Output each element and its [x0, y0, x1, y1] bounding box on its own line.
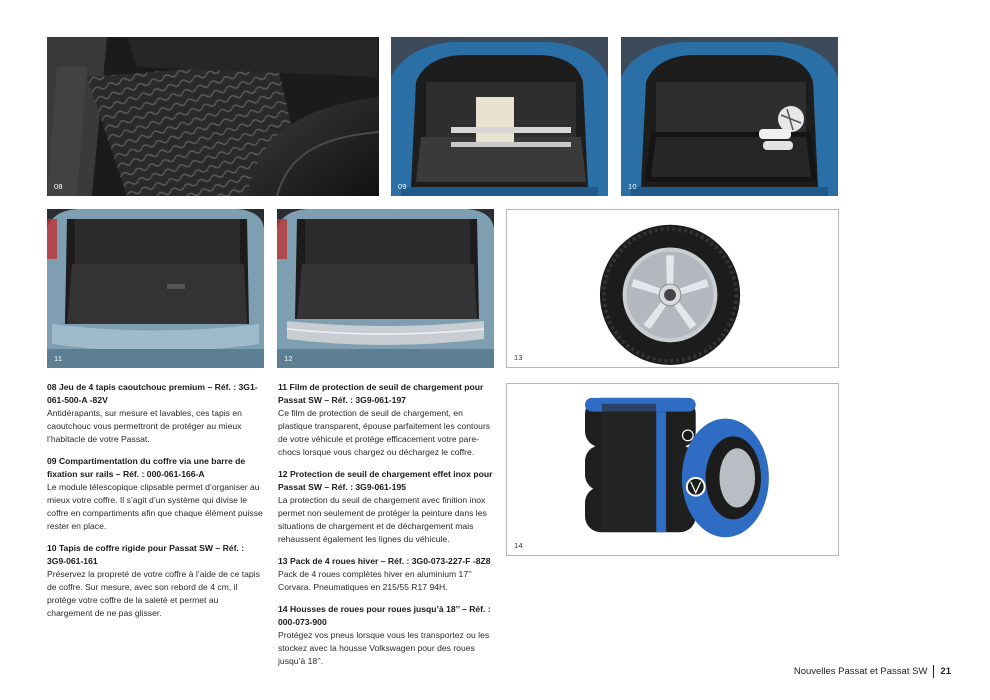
footer-separator: [933, 665, 934, 678]
item-text: Préservez la propreté de votre coffre à l’aide de ce tapis de coffre. Sur mesure, avec son rebord de 4 cm, il protège votre coffre de la saleté et permet au chargement de ne pas glisser.: [47, 569, 260, 618]
item-title: 12 Protection de seuil de chargement effet inox pour Passat SW – Réf. : 3G9-061-195: [278, 469, 493, 492]
item-title: 10 Tapis de coffre rigide pour Passat SW – Réf. : 3G9-061-161: [47, 543, 245, 566]
photo-11-sill-film: [47, 209, 264, 368]
photo-number-12: 12: [284, 354, 293, 363]
item-10: [47, 542, 265, 620]
item-text: Protégez vos pneus lorsque vous les transportez ou les stockez avec la housse Volkswagen pour des roues jusqu’à 18’’.: [278, 630, 490, 666]
photo-12-inox-sill: [277, 209, 494, 368]
item-14: [278, 603, 496, 668]
photo-number-14: 14: [514, 541, 523, 550]
item-08: [47, 381, 265, 446]
text-column-right: [278, 381, 496, 677]
photo-number-09: 09: [398, 182, 407, 191]
item-text: Pack de 4 roues complètes hiver en aluminium 17’’ Corvara. Pneumatiques en 215/55 R17 94H.: [278, 569, 472, 592]
item-title: 08 Jeu de 4 tapis caoutchouc premium – Réf. : 3G1-061-500-A -82V: [47, 382, 258, 405]
item-text: La protection du seuil de chargement avec finition inox permet non seulement de protéger la peinture dans les situations de chargement et de déchargement mais rehaussent également les lignes du véhicule.: [278, 495, 487, 544]
item-text: Le module télescopique clipsable permet d’organiser au mieux votre coffre. Il s’agit d’un système qui divise le coffre en compartiments afin que chaque élément puisse rester en place.: [47, 482, 263, 531]
photo-number-10: 10: [628, 182, 637, 191]
photo-09-trunk-divider: [391, 37, 608, 196]
item-text: Antidérapants, sur mesure et lavables, ces tapis en caoutchouc vous permettront de protéger au mieux l’habitacle de votre Passat.: [47, 408, 242, 444]
photo-number-11: 11: [54, 354, 63, 363]
item-09: [47, 455, 265, 533]
photo-number-13: 13: [514, 353, 523, 362]
text-column-left: [47, 381, 265, 629]
item-title: 13 Pack de 4 roues hiver – Réf. : 3G0-073-227-F -8Z8: [278, 556, 491, 566]
photo-number-08: 08: [54, 182, 63, 191]
item-text: Ce film de protection de seuil de chargement, en plastique transparent, épouse parfaitement les contours de votre véhicule et protège efficacement votre pare-chocs lorsque vous chargez ou déchargez le coffre.: [278, 408, 491, 457]
page-footer: [794, 665, 951, 678]
item-title: 09 Compartimentation du coffre via une barre de fixation sur rails – Réf. : 000-061-166-A: [47, 456, 246, 479]
photo-08-rubber-mats: [47, 37, 379, 196]
photo-14-wheel-covers: [506, 383, 839, 556]
photo-13-winter-wheel: [506, 209, 839, 368]
item-13: [278, 555, 496, 594]
photo-10-rigid-trunk-mat: [621, 37, 838, 196]
page-number: 21: [940, 666, 951, 677]
item-title: 11 Film de protection de seuil de chargement pour Passat SW – Réf. : 3G9-061-197: [278, 382, 484, 405]
item-11: [278, 381, 496, 459]
footer-title: Nouvelles Passat et Passat SW: [793, 666, 928, 677]
item-12: [278, 468, 496, 546]
item-title: 14 Housses de roues pour roues jusqu’à 18’’ – Réf. : 000-073-900: [278, 604, 491, 627]
